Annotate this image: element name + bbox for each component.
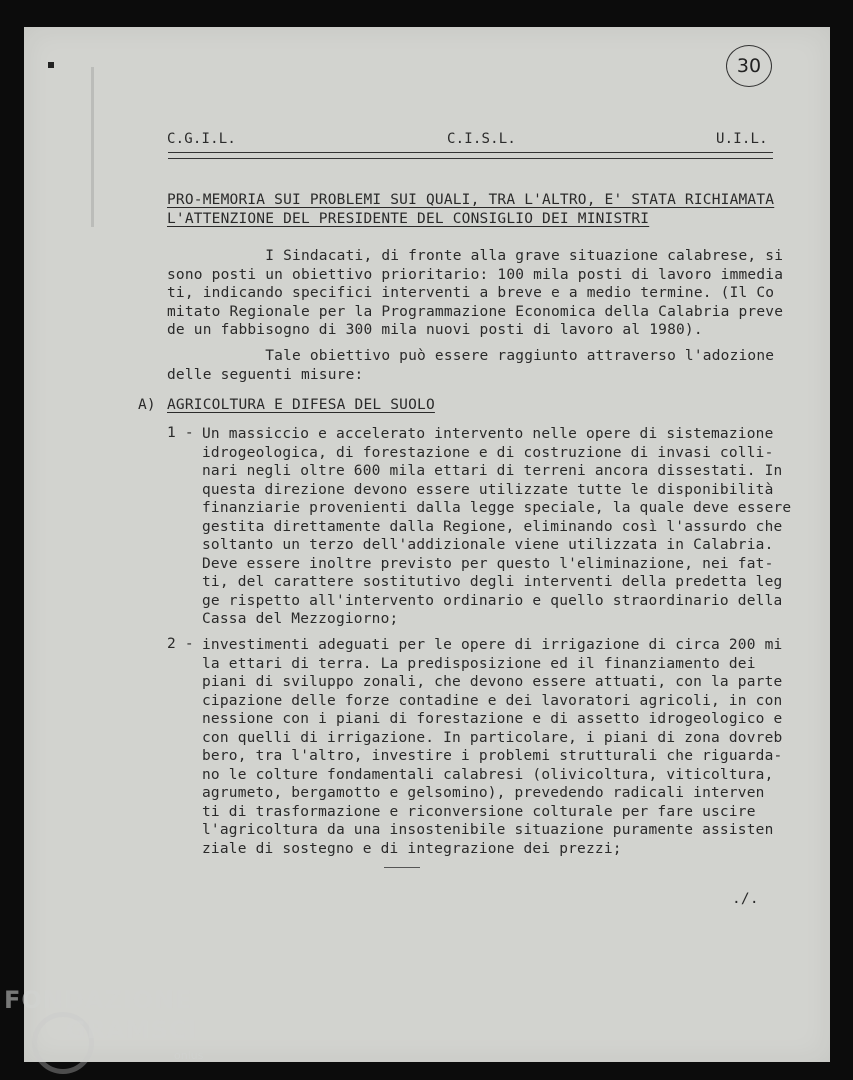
text-line: nessione con i piani di forestazione e di assetto idrogeologico e	[202, 711, 783, 727]
document-page	[24, 27, 830, 1062]
item-2-number: 2 -	[167, 636, 194, 652]
item-2-paragraph	[202, 636, 782, 858]
union-cisl: C.I.S.L.	[447, 131, 517, 147]
text-line: gestita direttamente dalla Regione, eliminando così l'assurdo che	[202, 518, 783, 535]
fold-shadow	[91, 67, 94, 227]
text-line: piani di sviluppo zonali, che devono essere attuati, con la parte	[202, 674, 783, 690]
text-line: nari negli oltre 600 mila ettari di terreni ancora dissestati. In	[202, 463, 783, 479]
section-marker: A)	[138, 397, 156, 413]
text-line: agrumeto, bergamotto e gelsomino), prevedendo radicali interven	[202, 785, 765, 801]
text-line: investimenti adeguati per le opere di irrigazione di circa 200 mi	[202, 637, 783, 653]
watermark-line-1: FONDAZIONE	[4, 986, 193, 1014]
text-line: Un massiccio e accelerato intervento nelle opere di sistemazione	[202, 426, 774, 442]
union-uil: U.I.L.	[716, 131, 768, 147]
text-line: I Sindacati, di fronte alla grave situazione calabrese, si	[167, 248, 784, 264]
punch-mark	[48, 62, 54, 68]
continuation-mark: ./.	[732, 891, 759, 907]
text-line: la ettari di terra. La predisposizione ed il finanziamento dei	[202, 655, 756, 672]
title-line-2: L'ATTENZIONE DEL PRESIDENTE DEL CONSIGLIO DEI MINISTRI	[167, 211, 650, 227]
watermark-line-2: GRAMSCI	[66, 1016, 198, 1044]
section-heading: AGRICOLTURA E DIFESA DEL SUOLO	[167, 397, 435, 413]
item-1-number: 1 -	[167, 425, 194, 441]
item-1-paragraph	[202, 425, 791, 629]
page-number: 30	[726, 45, 772, 87]
text-line: l'agricoltura da una insostenibile situazione puramente assisten	[202, 822, 774, 838]
text-line: con quelli di irrigazione. In particolare, i piani di zona dovreb	[202, 729, 783, 746]
text-line: Tale obiettivo può essere raggiunto attraverso l'adozione	[167, 348, 775, 364]
text-line: ti, indicando specifici interventi a breve e a medio termine. (Il Co	[167, 285, 775, 301]
header-double-rule	[168, 152, 773, 159]
title-line-1: PRO-MEMORIA SUI PROBLEMI SUI QUALI, TRA L'ALTRO, E' STATA RICHIAMATA	[167, 192, 775, 208]
separator-dash	[384, 867, 420, 868]
text-line: idrogeologica, di forestazione e di costruzione di invasi colli-	[202, 444, 774, 461]
watermark	[4, 985, 204, 1062]
text-line: cipazione delle forze contadine e dei lavoratori agricoli, in con	[202, 692, 783, 709]
text-line: bero, tra l'altro, investire i problemi strutturali che riguarda-	[202, 748, 783, 764]
watermark-suffix: onlus	[174, 1049, 204, 1062]
text-line: no le colture fondamentali calabresi (olivicoltura, viticoltura,	[202, 766, 774, 783]
text-line: mitato Regionale per la Programmazione Economica della Calabria preve	[167, 303, 784, 320]
text-line: ti, del carattere sostitutivo degli interventi della predetta leg	[202, 574, 783, 590]
text-line: ziale di sostegno e di integrazione dei prezzi;	[202, 840, 622, 857]
text-line: Deve essere inoltre previsto per questo l'eliminazione, nei fat-	[202, 555, 774, 572]
text-line: sono posti un obiettivo prioritario: 100 mila posti di lavoro immedia	[167, 266, 784, 283]
union-cgil: C.G.I.L.	[167, 131, 237, 147]
text-line: finanziarie provenienti dalla legge speciale, la quale deve essere	[202, 500, 792, 516]
intro-paragraph	[167, 247, 783, 340]
text-line: ti di trasformazione e riconversione colturale per fare uscire	[202, 803, 756, 820]
objective-paragraph	[167, 347, 774, 384]
text-line: delle seguenti misure:	[167, 366, 364, 383]
text-line: de un fabbisogno di 300 mila nuovi posti di lavoro al 1980).	[167, 322, 703, 338]
text-line: soltanto un terzo dell'addizionale viene utilizzata in Calabria.	[202, 537, 774, 553]
text-line: questa direzione devono essere utilizzate tutte le disponibilità	[202, 481, 774, 498]
text-line: Cassa del Mezzogiorno;	[202, 611, 399, 627]
text-line: ge rispetto all'intervento ordinario e quello straordinario della	[202, 592, 783, 609]
